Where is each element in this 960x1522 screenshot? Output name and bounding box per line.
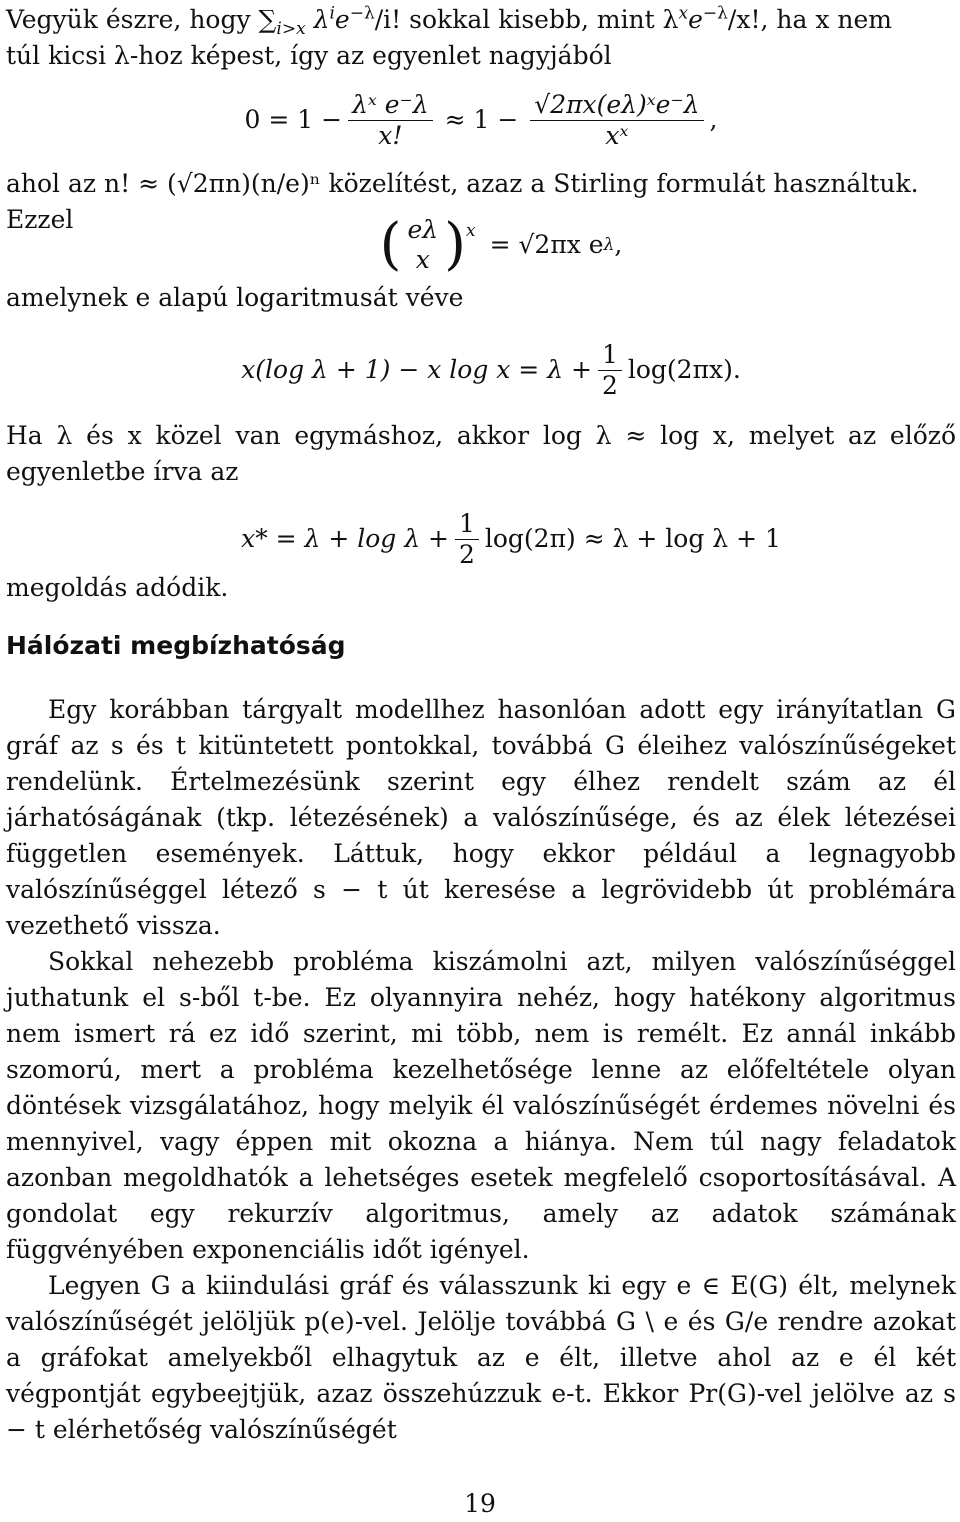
intro-paragraph bbox=[6, 2, 956, 74]
eq2-rhs: = √2πx e bbox=[489, 230, 604, 259]
eq1-tail: , bbox=[709, 105, 718, 134]
intro-text-2: /i! sokkal kisebb, mint λ bbox=[374, 5, 679, 34]
ahol-text: ahol az n! ≈ (√2πn)(n/e)ⁿ közelítést, azaz a Stirling formulát használtuk. bbox=[6, 169, 919, 198]
intro-sum-subscript: i>x bbox=[276, 19, 306, 39]
eq3-fraction bbox=[598, 340, 622, 401]
intro-e-2: e bbox=[688, 5, 703, 34]
eq1-mid: ≈ 1 − bbox=[444, 105, 519, 134]
intro-sup-minus-lambda: −λ bbox=[349, 3, 375, 24]
eq3-den: 2 bbox=[601, 370, 618, 400]
eq1-lhs: 0 = 1 − bbox=[244, 105, 343, 134]
intro-sup-i: i bbox=[329, 3, 335, 24]
equation-4 bbox=[6, 504, 956, 574]
intro-lambda: λ bbox=[313, 5, 330, 34]
eq2-num: eλ bbox=[407, 215, 439, 244]
eq4-rhs: log(2π) ≈ λ + log λ + 1 bbox=[484, 524, 781, 553]
eq3-lhs: x(log λ + 1) − x log x = λ + bbox=[241, 355, 592, 384]
ezzel-text: Ezzel bbox=[6, 205, 74, 234]
megoldas-text: megoldás adódik. bbox=[6, 573, 229, 602]
eq1-num-1: λˣ e⁻λ bbox=[348, 90, 433, 121]
intro-text-1: Vegyük észre, hogy ∑ bbox=[6, 5, 277, 34]
equation-4-block bbox=[6, 490, 956, 610]
ha-text: Ha λ és x közel van egymáshoz, akkor log λ ≈ log x, melyet az előző egyenletbe írva az bbox=[6, 421, 956, 486]
eq2-right-paren: ) bbox=[444, 212, 466, 277]
eq2-left-paren: ( bbox=[379, 212, 402, 277]
eq4-num: 1 bbox=[455, 509, 479, 540]
paragraph-1: Egy korábban tárgyalt modellhez hasonlóan adott egy irányítatlan G gráf az s és t kitüntetett pontokkal, továbbá G éleihez valószínűségeket rendelünk. Értelmezésünk szerint egy élhez rendelt szám az él járhatóságának (tkp. létezésének) a valószínűsége, és az élek létezései független események. Láttuk, hogy ekkor például a legnagyobb valószínűséggel létező s − t út keresése a legrövidebb út problémára vezethető vissza. bbox=[6, 695, 956, 940]
eq1-den-1: x! bbox=[378, 120, 403, 150]
eq4-lhs: x* = λ + log λ + bbox=[241, 524, 449, 553]
equation-1 bbox=[6, 74, 956, 166]
eq2-fraction bbox=[404, 215, 443, 275]
paragraph-2: Sokkal nehezebb probléma kiszámolni azt, milyen valószínűséggel juthatunk el s-ből t-be. Ez olyannyira nehéz, hogy hatékony algoritmus nem ismert rá ez idő szerint, mi több, nem is remélt. Ez annál inkább szomorú, mert a probléma kezelhetősége lenne az előfeltétele olyan döntések vizsgálatához, hogy melyik él valószínűségét érdemes növelni és mennyivel, vagy éppen mit okozna a hiánya. Nem túl nagy feladatok azonban megoldhatók a lehetséges esetek megfelelő csoportosításával. A gondolat egy rekurzív algoritmus, amely az adatok számának függvényében exponenciális időt igényel. bbox=[6, 947, 956, 1264]
section-title: Hálózati megbízhatóság bbox=[6, 631, 346, 660]
page-number: 19 bbox=[464, 1489, 496, 1518]
paragraph-3: Legyen G a kiindulási gráf és válasszunk ki egy e ∈ E(G) élt, melynek valószínűségét jelöljük p(e)-vel. Jelölje továbbá G \ e és G/e rendre azokat a gráfokat amelyekből elhagytuk az e élt, illetve ahol az e él két végpontját egybeejtjük, azaz összehúzzuk e-t. Ekkor Pr(G)-vel jelölve az s − t elérhetőség valószínűségét bbox=[6, 1271, 956, 1444]
eq1-fraction-1 bbox=[348, 90, 433, 151]
intro-text-3: /x!, ha x nem bbox=[727, 5, 892, 34]
eq1-fraction-2 bbox=[530, 90, 703, 151]
intro-sup-minus-lambda-2: −λ bbox=[702, 3, 728, 24]
document-page bbox=[6, 2, 956, 1448]
eq3-num: 1 bbox=[598, 340, 622, 371]
intro-sup-x: x bbox=[678, 3, 689, 24]
equation-2: ( eλ x ) $^x$ = √2πx e λ , bbox=[379, 212, 623, 277]
eq4-den: 2 bbox=[458, 539, 475, 569]
amelynek-paragraph bbox=[6, 280, 956, 316]
eq1-num-2: √2πx(eλ)ˣe⁻λ bbox=[530, 90, 703, 121]
eq4-fraction bbox=[455, 509, 479, 570]
eq2-tail: , bbox=[614, 230, 623, 259]
eq2-den: x bbox=[415, 245, 430, 274]
intro-text-4: túl kicsi λ-hoz képest, így az egyenlet nagyjából bbox=[6, 41, 612, 70]
equation-3 bbox=[6, 322, 956, 418]
eq1-den-2: xˣ bbox=[605, 120, 629, 150]
eq3-rhs: log(2πx). bbox=[627, 355, 741, 384]
amelynek-text: amelynek e alapú logaritmusát véve bbox=[6, 283, 464, 312]
ha-paragraph bbox=[6, 418, 956, 490]
intro-e: e bbox=[334, 5, 350, 34]
